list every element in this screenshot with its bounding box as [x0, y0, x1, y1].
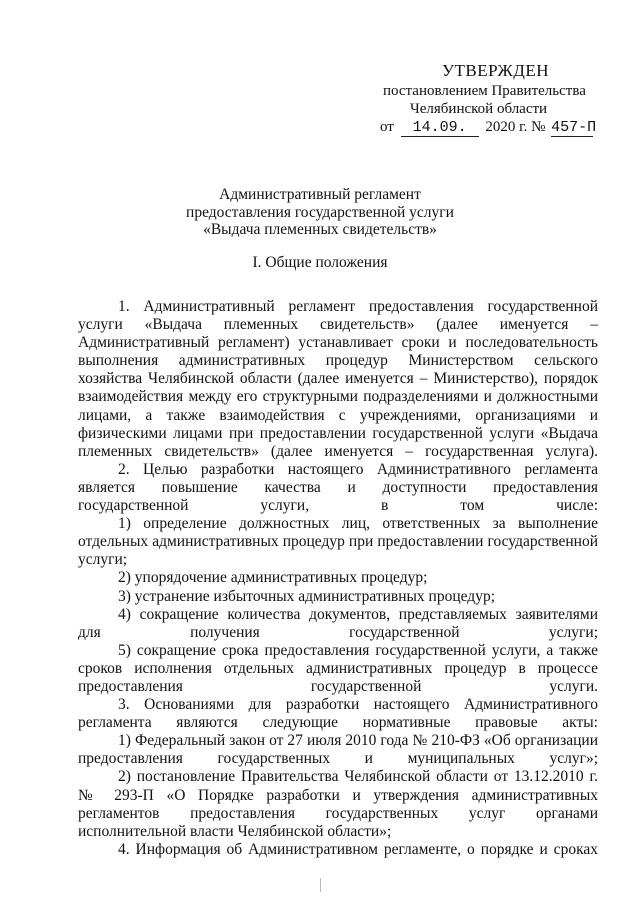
- list-item: 3) устранение избыточных административных процедур;: [118, 587, 496, 605]
- scan-mark: [320, 878, 321, 892]
- approval-date-prefix: от: [380, 119, 394, 135]
- approval-date-value: 14.09.: [401, 119, 479, 137]
- list-item: 2) постановление Правительства Челябинской области от 13.12.2010 г. № 293-П «О Порядке разработки и утверждения административных регламентов предоставления государственных услуг органами исполнительной власти Челябинской области»;: [78, 768, 598, 840]
- document-title-line-3: «Выдача племенных свидетельств»: [203, 221, 437, 238]
- list-item: 1) определение должностных лиц, ответственных за выполнение отдельных административных процедур при предоставлении государственной услуги;: [78, 515, 598, 569]
- document-title-line-1: Административный регламент: [219, 186, 421, 203]
- list-item: 5) сокращение срока предоставления государственной услуги, а также сроков исполнения отдельных административных процедур в процессе предоставления государственной услуги.: [78, 641, 598, 695]
- document-title-line-2: предоставления государственной услуги: [186, 203, 454, 221]
- paragraph: 4. Информация об Административном регламенте, о порядке и сроках: [118, 840, 598, 858]
- approval-line-1: постановлением Правительства: [383, 83, 586, 99]
- list-item: 1) Федеральный закон от 27 июля 2010 года № 210-ФЗ «Об организации предоставления государственных и муниципальных услуг»;: [78, 732, 598, 768]
- document-title: [0, 186, 640, 239]
- paragraph: 2. Целью разработки настоящего Административного регламента является повышение качества и доступности предоставления государственной услуги, в том числе:: [78, 460, 598, 515]
- approval-year-text: 2020 г. №: [485, 119, 546, 135]
- approval-number-value: 457-П: [551, 119, 597, 136]
- approval-date-row: [380, 118, 597, 137]
- document-body: [78, 298, 598, 859]
- paragraph: 3. Основаниями для разработки настоящего Административного регламента являются следующие нормативные правовые акты:: [78, 696, 598, 732]
- list-item: 2) упорядочение административных процедур;: [118, 569, 428, 587]
- paragraph: 1. Административный регламент предоставления государственной услуги «Выдача племенных свидетельств» (далее именуется – Административный регламент) устанавливает сроки и последовательность выполнения административных процедур Министерством сельского хозяйства Челябинской области (далее именуется – Министерство), порядок взаимодействия между его структурными подразделениями и должностными лицами, а также взаимодействия с учреждениями, организациями и физическими лицами при предоставлении государственной услуги «Выдача племенных свидетельств» (далее именуется – государственная услуга).: [78, 298, 598, 460]
- approval-title: УТВЕРЖДЕН: [442, 61, 549, 80]
- section-heading: I. Общие положения: [252, 254, 388, 271]
- list-item: 4) сокращение количества документов, представляемых заявителями для получения государственной услуги;: [78, 605, 598, 641]
- approval-line-2: Челябинской области: [410, 101, 548, 117]
